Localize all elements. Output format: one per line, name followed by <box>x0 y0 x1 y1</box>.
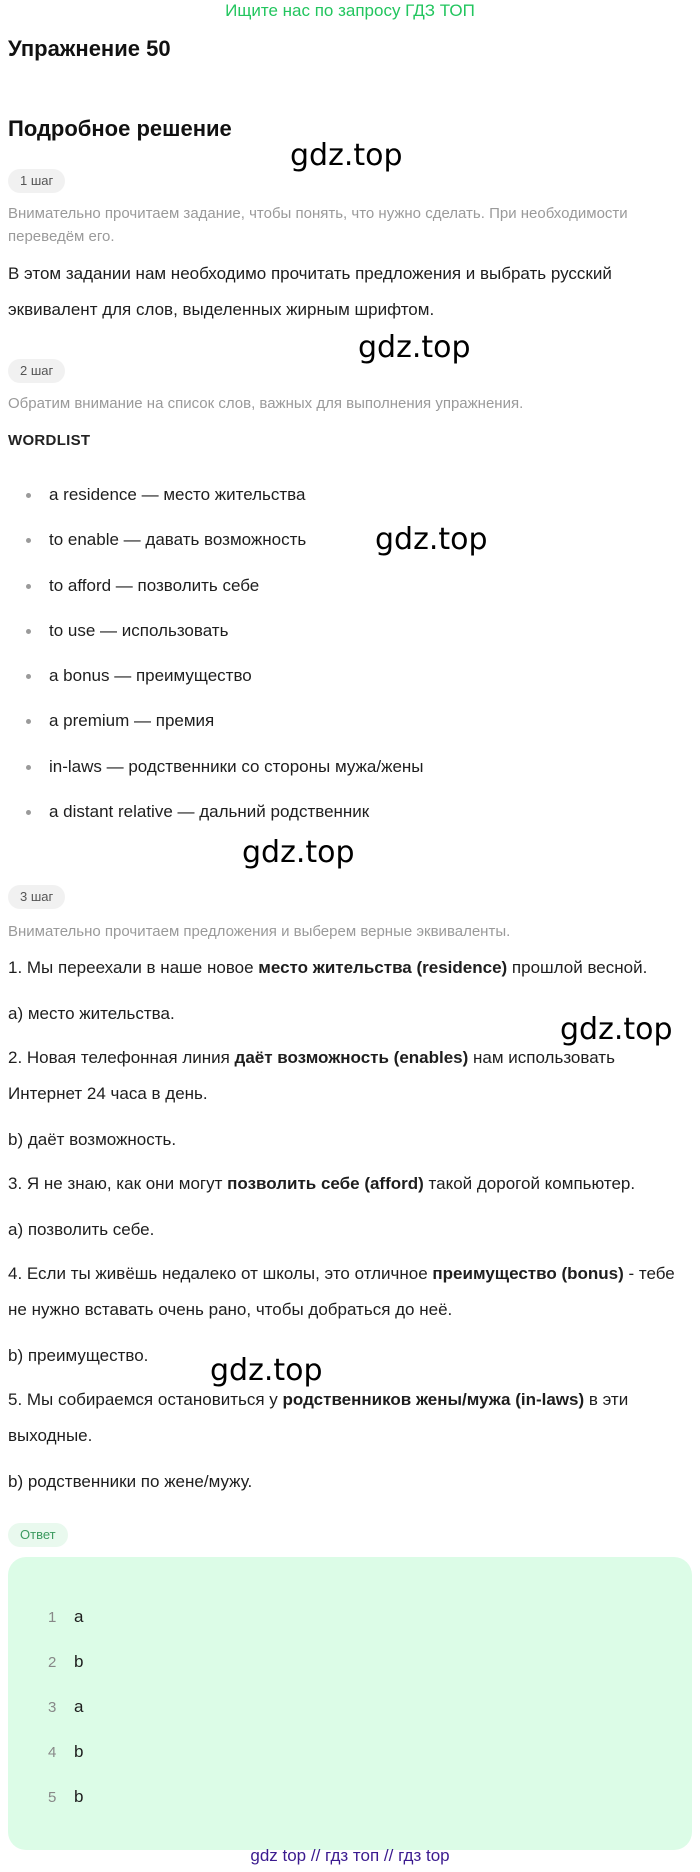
answer-row: 5 b <box>48 1787 84 1806</box>
answer-2: b) даёт возможность. <box>8 1130 177 1149</box>
list-item: a premium — премия <box>24 698 424 743</box>
list-item: in-laws — родственники со стороны мужа/жены <box>24 744 424 789</box>
question-4: 4. Если ты живёшь недалеко от школы, это отличное преимущество (bonus) - тебе не нужно вставать очень рано, чтобы добраться до неё. <box>8 1264 675 1319</box>
step-1-text: В этом задании нам необходимо прочитать предложения и выбрать русский эквивалент для слов, выделенных жирным шрифтом. <box>8 264 612 319</box>
list-item: a bonus — преимущество <box>24 653 424 698</box>
watermark: gdz.top <box>375 522 488 557</box>
answer-1: a) место жительства. <box>8 1004 175 1023</box>
step-2-badge: 2 шаг <box>8 359 65 383</box>
page-title: Упражнение 50 <box>8 36 171 61</box>
answer-row: 3 a <box>48 1697 84 1716</box>
list-item: to afford — позволить себе <box>24 563 424 608</box>
search-banner: Ищите нас по запросу ГДЗ ТОП <box>225 1 475 20</box>
question-5: 5. Мы собираемся остановиться у родственников жены/мужа (in-laws) в эти выходные. <box>8 1390 629 1445</box>
watermark: gdz.top <box>290 138 403 173</box>
footer-separator: // <box>383 1846 394 1865</box>
section-title: Подробное решение <box>8 116 232 141</box>
footer-link-gdz-top[interactable]: gdz top <box>250 1846 307 1865</box>
step-1-badge: 1 шаг <box>8 169 65 193</box>
answer-5: b) родственники по жене/мужу. <box>8 1472 253 1491</box>
watermark: gdz.top <box>210 1353 323 1388</box>
answer-badge: Ответ <box>8 1523 68 1547</box>
watermark: gdz.top <box>242 835 355 870</box>
question-1: 1. Мы переехали в наше новое место жительства (residence) прошлой весной. <box>8 958 648 977</box>
wordlist-title: WORDLIST <box>8 432 91 449</box>
answer-3: a) позволить себе. <box>8 1220 155 1239</box>
step-3-hint: Внимательно прочитаем предложения и выберем верные эквиваленты. <box>8 923 511 940</box>
list-item: a residence — место жительства <box>24 472 424 517</box>
list-item: a distant relative — дальний родственник <box>24 789 424 834</box>
answer-row: 2 b <box>48 1652 84 1671</box>
step-3-badge: 3 шаг <box>8 885 65 909</box>
answer-row: 1 a <box>48 1607 84 1626</box>
watermark: gdz.top <box>358 330 471 365</box>
footer-separator: // <box>310 1846 321 1865</box>
watermark: gdz.top <box>560 1012 673 1047</box>
question-2: 2. Новая телефонная линия даёт возможность (enables) нам использовать Интернет 24 часа в день. <box>8 1048 615 1103</box>
answer-row: 4 b <box>48 1742 84 1761</box>
step-1-hint: Внимательно прочитаем задание, чтобы понять, что нужно сделать. При необходимости переведём его. <box>8 205 628 245</box>
question-3: 3. Я не знаю, как они могут позволить себе (afford) такой дорогой компьютер. <box>8 1174 636 1193</box>
step-2-hint: Обратим внимание на список слов, важных для выполнения упражнения. <box>8 395 524 412</box>
footer-links <box>0 1846 700 1866</box>
wordlist <box>24 472 424 834</box>
list-item: to use — использовать <box>24 608 424 653</box>
footer-link-gdz-top-mixed[interactable]: гдз top <box>398 1846 450 1865</box>
list-item: to enable — давать возможность <box>24 517 424 562</box>
answer-4: b) преимущество. <box>8 1346 149 1365</box>
footer-link-gdz-top-ru[interactable]: гдз топ <box>325 1846 380 1865</box>
